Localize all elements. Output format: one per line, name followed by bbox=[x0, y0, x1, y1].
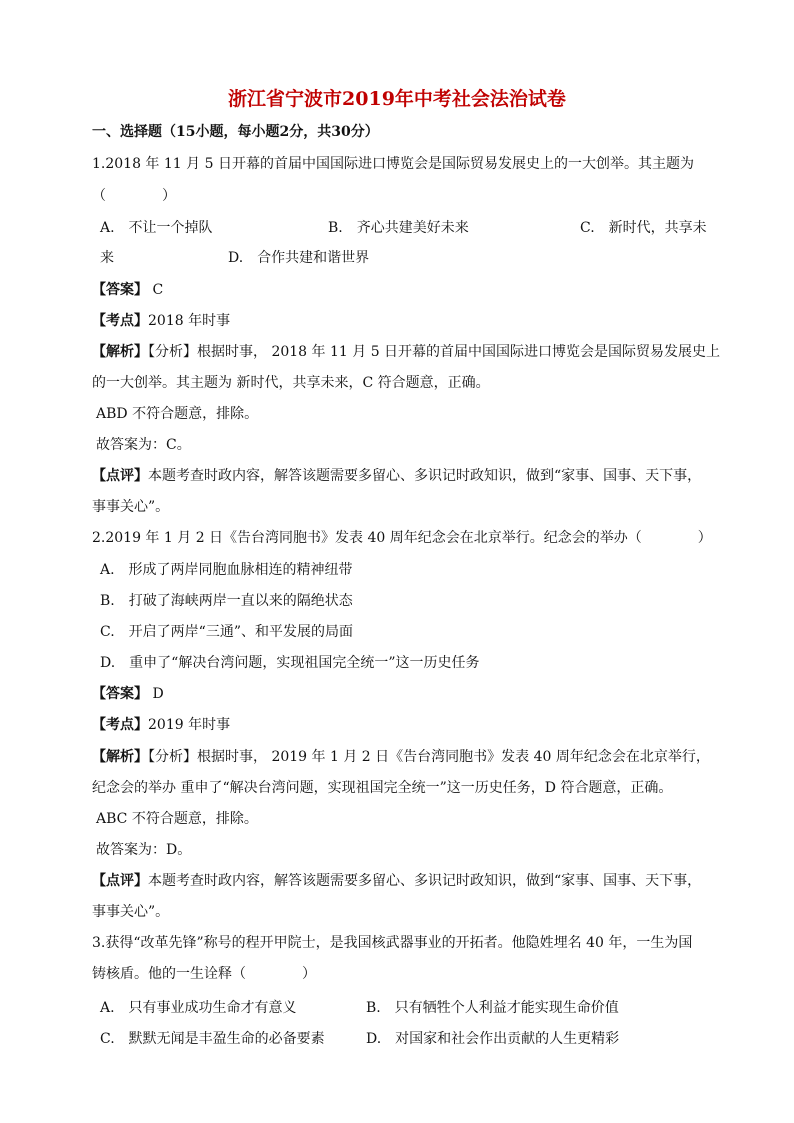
question-2-answer bbox=[92, 684, 164, 704]
question-1-comment-line: 事事关心”。 bbox=[92, 499, 170, 515]
question-1-option-b: B. 齐心共建美好未来 bbox=[328, 220, 469, 236]
question-2-analysis-line: 纪念会的举办 重申了“解决台湾问题，实现祖国完全统一”这一历史任务，D 符合题意，正确。 bbox=[92, 780, 673, 796]
answer-value: C bbox=[148, 282, 164, 298]
question-1-option-d: D. 合作共建和谐世界 bbox=[228, 250, 370, 266]
comment-text: 本题考查时政内容，解答该题需要多留心、多识记时政知识，做到“家事、国事、天下事， bbox=[148, 873, 702, 889]
analysis-tag: 【解析】 bbox=[92, 344, 148, 360]
comment-tag: 【点评】 bbox=[92, 873, 148, 889]
answer-tag: 【答案】 bbox=[92, 282, 148, 298]
question-1-answer bbox=[92, 280, 163, 300]
question-2-option-a: A. 形成了两岸同胞血脉相连的精神纽带 bbox=[100, 562, 353, 578]
question-1-stem: 1.2018 年 11 月 5 日开幕的首届中国国际进口博览会是国际贸易发展史上的一大创举。其主题为 bbox=[92, 156, 694, 172]
question-3-option-a: A. 只有事业成功生命才有意义 bbox=[100, 1000, 297, 1016]
question-2-analysis bbox=[92, 747, 710, 767]
question-2-analysis-line: ABC 不符合题意，排除。 bbox=[96, 811, 258, 827]
point-tag: 【考点】 bbox=[92, 313, 148, 329]
question-1-option-c-cont: 来 bbox=[100, 250, 114, 266]
question-1-analysis-line: ABD 不符合题意，排除。 bbox=[96, 406, 259, 422]
question-2-option-b: B. 打破了海峡两岸一直以来的隔绝状态 bbox=[100, 593, 353, 609]
comment-text: 本题考查时政内容，解答该题需要多留心、多识记时政知识，做到“家事、国事、天下事， bbox=[148, 468, 702, 484]
question-2-point bbox=[92, 715, 230, 735]
question-1-analysis-line: 故答案为：C。 bbox=[96, 437, 191, 453]
question-2-option-c: C. 开启了两岸“三通”、和平发展的局面 bbox=[100, 624, 353, 640]
question-2-option-d: D. 重申了“解决台湾问题，实现祖国完全统一”这一历史任务 bbox=[100, 655, 480, 671]
answer-value: D bbox=[148, 686, 164, 702]
analysis-tag: 【解析】 bbox=[92, 749, 148, 765]
question-2-stem: 2.2019 年 1 月 2 日《告台湾同胞书》发表 40 周年纪念会在北京举行。纪念会的举办（ ） bbox=[92, 530, 712, 546]
question-2-comment bbox=[92, 871, 701, 891]
answer-tag: 【答案】 bbox=[92, 686, 148, 702]
analysis-text: 【分析】根据时事， 2018 年 11 月 5 日开幕的首届中国国际进口博览会是国际贸易发展史上 bbox=[148, 344, 721, 360]
question-3-stem: 3.获得“改革先锋”称号的程开甲院士，是我国核武器事业的开拓者。他隐姓埋名 40 年，一生为国 bbox=[92, 935, 693, 951]
question-1-blank: （ ） bbox=[92, 188, 176, 204]
point-value: 2018 年时事 bbox=[148, 313, 231, 329]
question-1-analysis-line: 的一大创举。其主题为 新时代，共享未来，C 符合题意，正确。 bbox=[92, 375, 490, 391]
question-1-comment bbox=[92, 466, 701, 486]
question-2-comment-line: 事事关心”。 bbox=[92, 904, 170, 920]
analysis-text: 【分析】根据时事， 2019 年 1 月 2 日《告台湾同胞书》发表 40 周年纪念会在北京举行， bbox=[148, 749, 710, 765]
question-2-analysis-line: 故答案为：D。 bbox=[96, 842, 192, 858]
point-tag: 【考点】 bbox=[92, 717, 148, 733]
question-3-option-b: B. 只有牺牲个人利益才能实现生命价值 bbox=[366, 1000, 619, 1016]
question-1-option-a: A. 不让一个掉队 bbox=[100, 220, 213, 236]
section-heading: 一、选择题（15小题，每小题2分，共30分） bbox=[92, 124, 379, 140]
question-3-stem-line: 铸核盾。他的一生诠释（ ） bbox=[92, 966, 316, 982]
question-3-option-c: C. 默默无闻是丰盈生命的必备要素 bbox=[100, 1031, 325, 1047]
page-title: 浙江省宁波市2019年中考社会法治试卷 bbox=[228, 88, 566, 110]
question-1-analysis bbox=[92, 342, 720, 362]
question-1-option-c: C. 新时代，共享未 bbox=[580, 220, 707, 236]
point-value: 2019 年时事 bbox=[148, 717, 231, 733]
comment-tag: 【点评】 bbox=[92, 468, 148, 484]
question-1-point bbox=[92, 311, 230, 331]
question-3-option-d: D. 对国家和社会作出贡献的人生更精彩 bbox=[366, 1031, 620, 1047]
